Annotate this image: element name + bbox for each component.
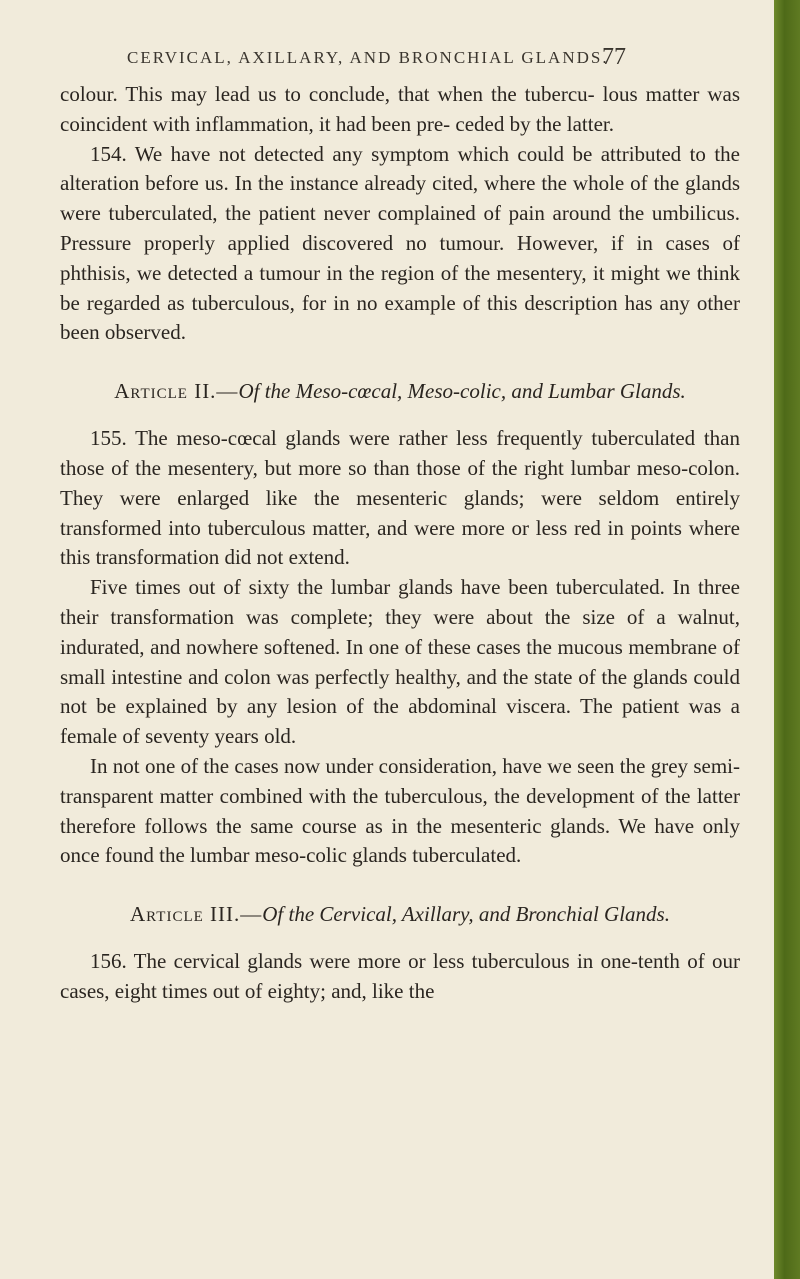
article-3-heading — [60, 899, 740, 929]
book-edge-binding — [774, 0, 800, 1279]
paragraph-156: 156. The cervical glands were more or less tuberculous in one-tenth of our cases, eight times out of eighty; and, like the — [60, 949, 740, 1003]
page-number: 77 — [602, 44, 626, 70]
article-2-title: Of the Meso-cœcal, Meso-colic, and Lumbar Glands. — [238, 379, 686, 404]
paragraph-155: 155. The meso-cœcal glands were rather less frequently tuberculated than those of the mesentery, but more so than those of the right lumbar meso-colon. They were enlarged like the mesenteric glands; were seldom entirely transformed into tuberculous matter, and were more or less red in points where this transformation did not extend. — [60, 426, 740, 570]
paragraph-155-b: Five times out of sixty the lumbar glands have been tuberculated. In three their transformation was complete; they were about the size of a walnut, indurated, and nowhere softened. In one of these cases the mucous membrane of small intestine and colon was perfectly healthy, and the state of the glands could not be explained by any lesion of the abdominal viscera. The patient was a female of seventy years old. — [60, 575, 740, 749]
article-3-title: Of the Cervical, Axillary, and Bronchial Glands. — [262, 902, 670, 927]
running-header: CERVICAL, AXILLARY, AND BRONCHIAL GLANDS. — [127, 48, 609, 67]
paragraph-154: 154. We have not detected any symptom which could be attributed to the alteration before us. In the instance already cited, where the whole of the glands were tuberculated, the patient never complained of pain around the umbilicus. Pressure properly applied discovered no tumour. However, if in cases of phthisis, we detected a tumour in the region of the mesentery, it might we think be regarded as tuberculous, for in no example of this description has any other been observed. — [60, 141, 740, 345]
paragraph-155-c: In not one of the cases now under consideration, have we seen the grey semi-transparent matter combined with the tuberculous, the development of the latter therefore follows the same course as in the mesenteric glands. We have only once found the lumbar meso-colic glands tuberculated. — [60, 753, 740, 868]
article-2-heading — [60, 376, 740, 406]
article-3-label: Article III.— — [130, 902, 263, 927]
article-2-label: Article II.— — [114, 379, 239, 404]
body-text — [60, 80, 740, 1007]
paragraph-continued: colour. This may lead us to conclude, that when the tubercu- lous matter was coincident with inflammation, it had been pre- ceded by the latter. — [60, 82, 740, 136]
